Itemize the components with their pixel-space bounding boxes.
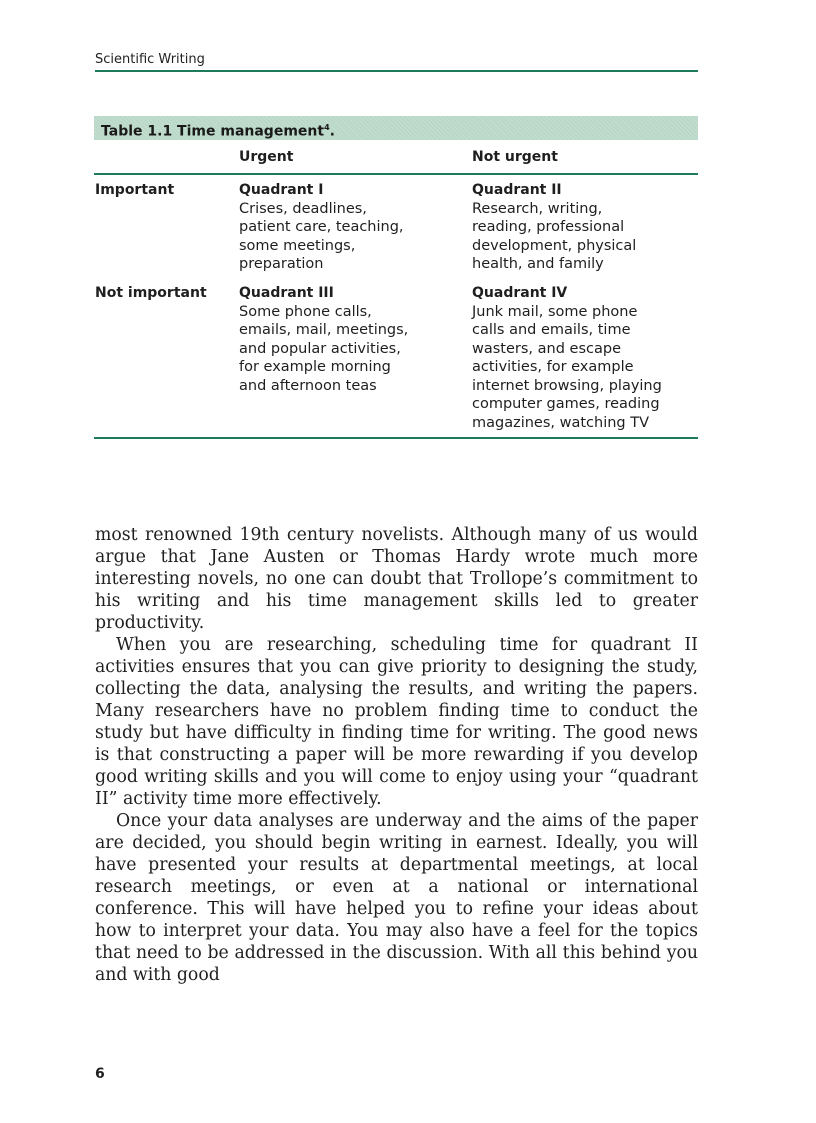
quadrant-3-title: Quadrant III <box>239 285 334 301</box>
body-text <box>95 524 698 986</box>
table-caption-period: . <box>329 123 335 140</box>
column-header-not-urgent: Not urgent <box>472 149 558 165</box>
row-label-not-important: Not important <box>95 285 207 301</box>
quadrant-4-cell <box>472 284 662 432</box>
table-bottom-rule <box>94 437 698 439</box>
row-label-important: Important <box>95 182 175 198</box>
table-top-rule <box>94 173 698 175</box>
quadrant-1-text: Crises, deadlines, patient care, teaching, some meetings, preparation <box>239 200 404 272</box>
paragraph: When you are researching, scheduling time for quadrant II activities ensures that you can give priority to designing the study, collecting the data, analysing the results, and writing the papers. Many researchers have no problem finding time to conduct the study but have difficulty in finding time for writing. The good news is that constructing a paper will be more rewarding if you develop good writing skills and you will come to enjoy using your “quadrant II” activity time more effectively. <box>95 635 698 809</box>
quadrant-2-cell <box>472 181 636 274</box>
column-header-urgent: Urgent <box>239 149 294 165</box>
quadrant-2-text: Research, writing, reading, professional development, physical health, and family <box>472 200 637 272</box>
table-caption <box>94 116 698 140</box>
quadrant-4-text: Junk mail, some phone calls and emails, time wasters, and escape activities, for example internet browsing, playing computer games, reading magazines, watching TV <box>472 303 662 431</box>
quadrant-3-text: Some phone calls, emails, mail, meetings, and popular activities, for example morning and afternoon teas <box>239 303 409 394</box>
page-number: 6 <box>95 1066 105 1082</box>
running-head: Scientific Writing <box>95 52 698 72</box>
quadrant-1-title: Quadrant I <box>239 182 324 198</box>
table-caption-text: Table 1.1 Time management <box>101 123 325 140</box>
quadrant-3-cell <box>239 284 408 395</box>
quadrant-1-cell <box>239 181 404 274</box>
table-caption-footnote-ref: 4 <box>324 123 330 132</box>
paragraph: Once your data analyses are underway and the aims of the paper are decided, you should begin writing in earnest. Ideally, you will have presented your results at departmental meetings, at local research meetings, or even at a national or international conference. This will have helped you to refine your ideas about how to interpret your data. You may also have a feel for the topics that need to be addressed in the discussion. With all this behind you and with good <box>95 811 698 985</box>
paragraph: most renowned 19th century novelists. Although many of us would argue that Jane Austen or Thomas Hardy wrote much more interesting novels, no one can doubt that Trollope’s commitment to his writing and his time management skills led to greater productivity. <box>95 525 698 633</box>
quadrant-4-title: Quadrant IV <box>472 285 568 301</box>
quadrant-2-title: Quadrant II <box>472 182 562 198</box>
